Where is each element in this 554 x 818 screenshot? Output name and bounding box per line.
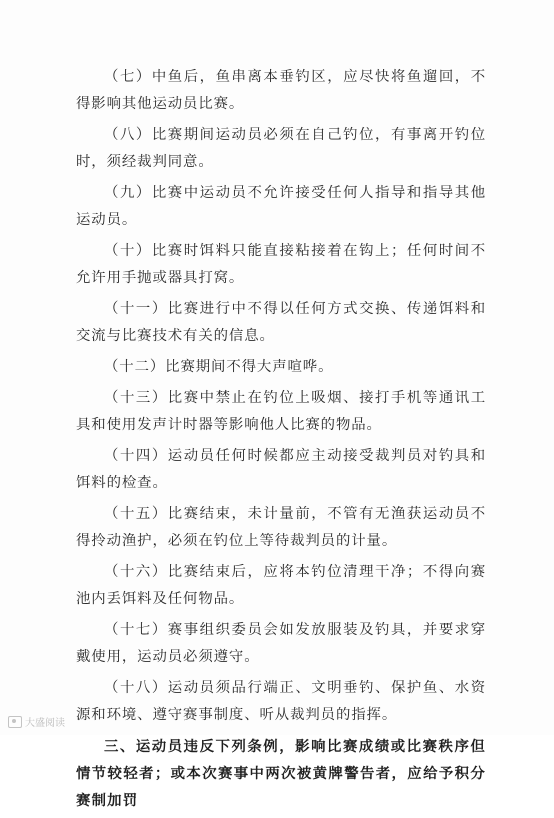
rule-13: （十三）比赛中禁止在钓位上吸烟、接打手机等通讯工具和使用发声计时器等影响他人比赛的物品。 (76, 390, 486, 433)
watermark-text: 大盛阅读 (25, 718, 65, 729)
rule-10: （十）比赛时饵料只能直接粘接着在钩上；任何时间不允许用手抛或器具打窝。 (76, 243, 486, 286)
image-icon (8, 716, 22, 728)
rule-8: （八）比赛期间运动员必须在自己钓位，有事离开钓位时，须经裁判同意。 (76, 127, 486, 170)
rule-16: （十六）比赛结束后，应将本钓位清理干净；不得向赛池内丢饵料及任何物品。 (76, 564, 486, 607)
section-3-heading: 三、运动员违反下列条例，影响比赛成绩或比赛秩序但情节较轻者；或本次赛事中两次被黄牌警告者，应给予积分赛制加罚 (76, 738, 486, 809)
rule-17: （十七）赛事组织委员会如发放服装及钓具，并要求穿戴使用，运动员必须遵守。 (76, 622, 486, 665)
rule-12: （十二）比赛期间不得大声喧哗。 (104, 359, 334, 375)
document-body (76, 64, 486, 818)
watermark (8, 714, 65, 729)
rule-18: （十八）运动员须品行端正、文明垂钓、保护鱼、水资源和环境、遵守赛事制度、听从裁判员的指挥。 (76, 680, 486, 723)
rule-14: （十四）运动员任何时候都应主动接受裁判员对钓具和饵料的检查。 (76, 448, 486, 491)
rule-15: （十五）比赛结束，未计量前，不管有无渔获运动员不得拎动渔护，必须在钓位上等待裁判员的计量。 (76, 506, 486, 549)
rule-9: （九）比赛中运动员不允许接受任何人指导和指导其他运动员。 (76, 185, 486, 228)
rule-7: （七）中鱼后，鱼串离本垂钓区，应尽快将鱼遛回，不得影响其他运动员比赛。 (76, 69, 486, 112)
rule-11: （十一）比赛进行中不得以任何方式交换、传递饵料和交流与比赛技术有关的信息。 (76, 301, 486, 344)
